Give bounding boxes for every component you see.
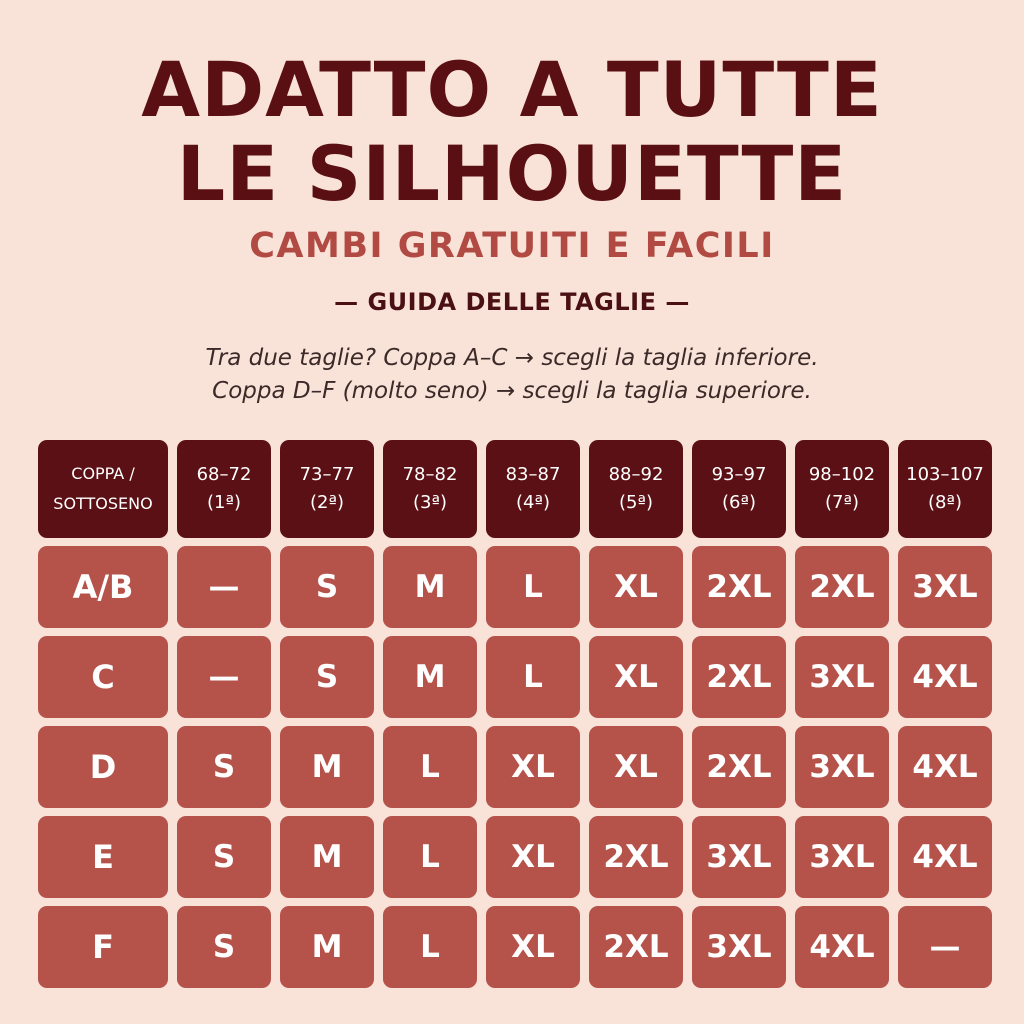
size-cell: L [486,636,580,718]
fit-note-line-2: Coppa D–F (molto seno) → scegli la taglia superiore. [212,378,812,404]
cup-label-cell: D [38,726,168,808]
size-cell: 3XL [795,816,889,898]
header-cell-underbust-range [589,440,683,538]
header-cell-underbust-range [898,440,992,538]
size-cell: 4XL [898,636,992,718]
fit-note-line-1: Tra due taglie? Coppa A–C → scegli la taglia inferiore. [205,345,819,371]
page-title-line-1: ADATTO A TUTTE [141,45,883,134]
size-cell: M [280,726,374,808]
size-cell: S [177,906,271,988]
size-cell: M [383,546,477,628]
cup-label-cell: C [38,636,168,718]
size-cell: XL [589,546,683,628]
size-cell: XL [486,726,580,808]
size-cell: 4XL [795,906,889,988]
underbust-range: 83–87 [505,464,561,485]
header-cell-underbust-range [177,440,271,538]
size-cell: 3XL [795,726,889,808]
underbust-range: 88–92 [608,464,664,485]
page-title-line-2: LE SILHOUETTE [176,129,848,218]
subtitle: CAMBI GRATUITI E FACILI [249,226,775,266]
band-size: (7ª) [825,492,859,513]
header-underbust-label: SOTTOSENO [53,494,153,513]
size-cell: 2XL [692,726,786,808]
band-size: (8ª) [928,492,962,513]
header-cell-cup-underbust [38,440,168,538]
band-size: (5ª) [619,492,653,513]
size-cell: S [280,546,374,628]
underbust-range: 103–107 [906,464,984,485]
underbust-range: 93–97 [711,464,767,485]
size-cell: 2XL [795,546,889,628]
size-cell: 2XL [692,546,786,628]
size-guide-label: — GUIDA DELLE TAGLIE — [334,288,690,316]
size-cell: M [383,636,477,718]
size-chart-table [38,440,986,988]
size-cell: 4XL [898,816,992,898]
size-cell: — [177,636,271,718]
cup-label-cell: A/B [38,546,168,628]
size-cell: XL [589,636,683,718]
header-cell-underbust-range [486,440,580,538]
header-cell-underbust-range [280,440,374,538]
size-cell: — [177,546,271,628]
size-cell: — [898,906,992,988]
size-cell: M [280,816,374,898]
underbust-range: 78–82 [402,464,458,485]
underbust-range: 98–102 [808,464,876,485]
size-cell: M [280,906,374,988]
header-cup-label: COPPA / [71,464,135,483]
size-cell: L [383,906,477,988]
size-cell: L [486,546,580,628]
band-size: (3ª) [413,492,447,513]
header-cell-underbust-range [795,440,889,538]
size-cell: S [280,636,374,718]
underbust-range: 68–72 [196,464,252,485]
cup-label-cell: F [38,906,168,988]
size-cell: XL [486,816,580,898]
size-cell: L [383,816,477,898]
band-size: (4ª) [516,492,550,513]
size-cell: 2XL [589,816,683,898]
cup-label-cell: E [38,816,168,898]
size-cell: 4XL [898,726,992,808]
size-cell: S [177,816,271,898]
size-cell: 3XL [795,636,889,718]
size-cell: 3XL [692,906,786,988]
band-size: (6ª) [722,492,756,513]
size-cell: S [177,726,271,808]
band-size: (1ª) [207,492,241,513]
size-cell: 3XL [898,546,992,628]
size-cell: 2XL [589,906,683,988]
header-cell-underbust-range [383,440,477,538]
size-cell: 2XL [692,636,786,718]
size-cell: XL [486,906,580,988]
band-size: (2ª) [310,492,344,513]
size-cell: L [383,726,477,808]
size-cell: 3XL [692,816,786,898]
size-cell: XL [589,726,683,808]
header-cell-underbust-range [692,440,786,538]
underbust-range: 73–77 [299,464,355,485]
